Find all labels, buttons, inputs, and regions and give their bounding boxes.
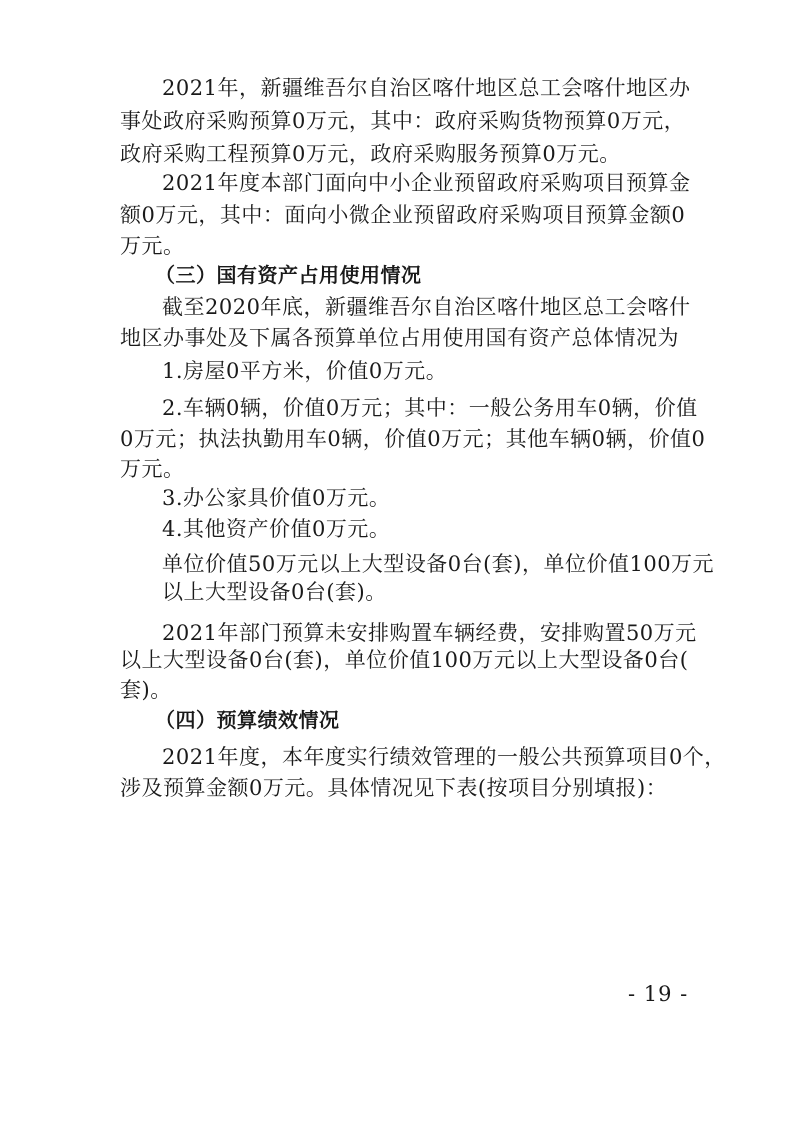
housing-line: 1.房屋0平方米，价值0万元。 bbox=[162, 359, 448, 383]
procurement-line-2: 事处政府采购预算0万元，其中：政府采购货物预算0万元， bbox=[120, 109, 686, 133]
furniture-line: 3.办公家具价值0万元。 bbox=[162, 486, 391, 510]
procurement-line-3: 政府采购工程预算0万元，政府采购服务预算0万元。 bbox=[120, 142, 621, 166]
vehicles-line-2: 0万元；执法执勤用车0辆，价值0万元；其他车辆0辆，价值0 bbox=[120, 427, 706, 451]
performance-line-2: 涉及预算金额0万元。具体情况见下表(按项目分别填报)： bbox=[120, 776, 668, 800]
vehicles-line-1: 2.车辆0辆，价值0万元；其中：一般公务用车0辆，价值 bbox=[162, 396, 698, 420]
assets-intro-line-1: 截至2020年底，新疆维吾尔自治区喀什地区总工会喀什 bbox=[162, 295, 691, 319]
equipment-line-2: 以上大型设备0台(套)。 bbox=[162, 580, 387, 604]
vehicles-line-3: 万元。 bbox=[120, 457, 185, 481]
procurement-line-1: 2021年，新疆维吾尔自治区喀什地区总工会喀什地区办 bbox=[162, 76, 691, 100]
sme-line-3: 万元。 bbox=[120, 234, 185, 258]
budget-2021-line-1: 2021年部门预算未安排购置车辆经费，安排购置50万元 bbox=[162, 621, 697, 645]
performance-line-1: 2021年度，本年度实行绩效管理的一般公共预算项目0个， bbox=[162, 745, 726, 769]
other-assets-line: 4.其他资产价值0万元。 bbox=[162, 517, 391, 541]
sme-line-1: 2021年度本部门面向中小企业预留政府采购项目预算金 bbox=[162, 171, 691, 195]
page-number: - 19 - bbox=[628, 982, 689, 1006]
section-heading-performance: （四）预算绩效情况 bbox=[155, 708, 340, 732]
budget-2021-line-2: 以上大型设备0台(套)，单位价值100万元以上大型设备0台( bbox=[120, 648, 689, 672]
assets-intro-line-2: 地区办事处及下属各预算单位占用使用国有资产总体情况为 bbox=[120, 326, 679, 350]
budget-2021-line-3: 套)。 bbox=[120, 678, 172, 702]
equipment-line-1: 单位价值50万元以上大型设备0台(套)，单位价值100万元 bbox=[162, 552, 715, 576]
sme-line-2: 额0万元，其中：面向小微企业预留政府采购项目预算金额0 bbox=[120, 203, 686, 227]
section-heading-assets: （三）国有资产占用使用情况 bbox=[155, 263, 422, 287]
